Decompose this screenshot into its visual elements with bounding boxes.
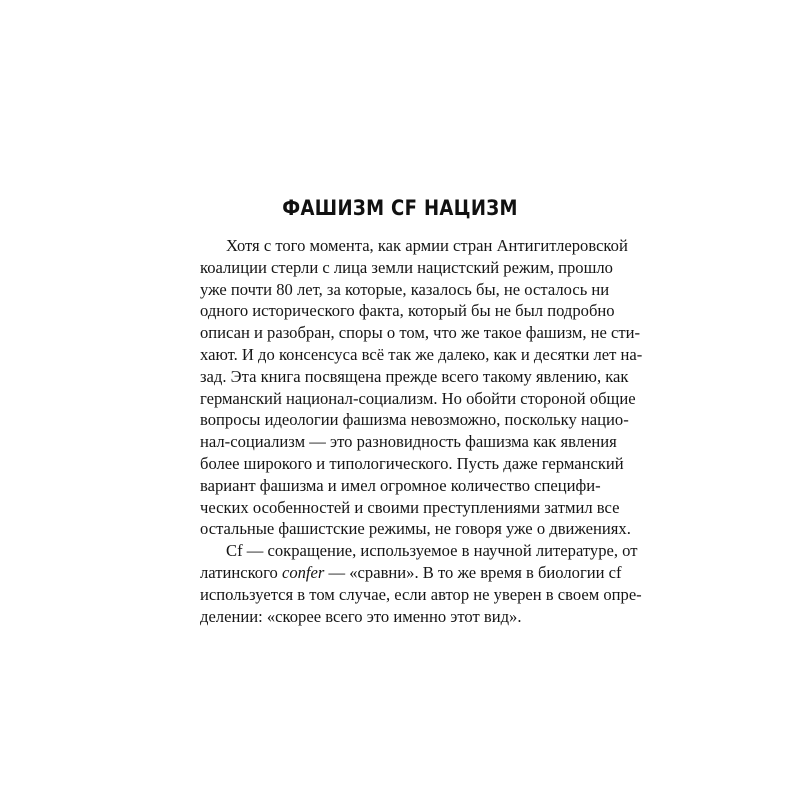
text-line: зад. Эта книга посвящена прежде всего такому явлению, как <box>200 366 629 386</box>
text-line: более широкого и типологического. Пусть даже германский <box>200 453 624 473</box>
text-line: ческих особенностей и своими преступлениями затмил все <box>200 497 620 517</box>
text-line: вопросы идеологии фашизма невозможно, поскольку нацио- <box>200 410 629 430</box>
paragraph-1 <box>200 235 643 540</box>
text-line: уже почти 80 лет, за которые, казалось бы, не осталось ни <box>200 279 610 299</box>
text-line: Cf — сокращение, используемое в научной литературе, от <box>226 541 638 561</box>
text-line: нал-социализм — это разновидность фашизма как явления <box>200 432 617 452</box>
text-line: используется в том случае, если автор не уверен в своем опре- <box>200 584 642 604</box>
text-line: остальные фашистские режимы, не говоря уже о движениях. <box>200 519 631 539</box>
text-fragment: латинского <box>200 562 282 582</box>
chapter-title: ФАШИЗМ CF НАЦИЗМ <box>282 196 518 220</box>
text-line: хают. И до консенсуса всё так же далеко, как и десятки лет на- <box>200 344 643 364</box>
text-line: коалиции стерли с лица земли нацистский режим, прошло <box>200 257 613 277</box>
text-line: вариант фашизма и имел огромное количество специфи- <box>200 475 601 495</box>
body-text <box>200 235 643 627</box>
text-fragment: — «сравни». В то же время в биологии cf <box>324 562 622 582</box>
text-line: описан и разобран, споры о том, что же такое фашизм, не сти- <box>200 323 641 343</box>
italic-term: confer <box>281 562 325 582</box>
text-line: германский национал-социализм. Но обойти стороной общие <box>200 388 636 408</box>
text-line: одного исторического факта, который бы не был подробно <box>200 301 615 321</box>
text-line: делении: «скорее всего это именно этот вид». <box>200 606 522 626</box>
text-line: Хотя с того момента, как армии стран Антигитлеровской <box>226 236 628 255</box>
paragraph-2 <box>200 540 642 627</box>
text-line <box>200 562 622 584</box>
